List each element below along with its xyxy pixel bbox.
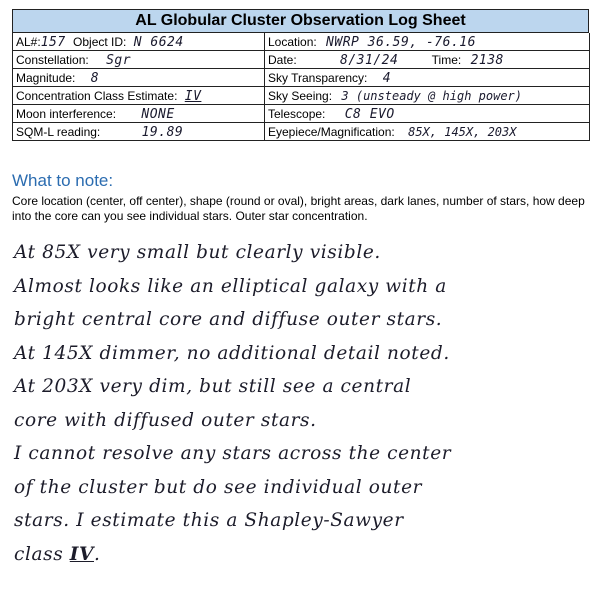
eyepiece-value: 85X, 145X, 203X xyxy=(408,125,517,139)
location-label: Location: xyxy=(268,35,317,49)
transparency-cell xyxy=(265,69,590,87)
sheet-title: AL Globular Cluster Observation Log Sheet xyxy=(12,9,589,33)
date-value: 8/31/24 xyxy=(340,53,399,68)
eyepiece-cell xyxy=(265,123,590,141)
class-prefix: class xyxy=(14,543,64,565)
transparency-label: Sky Transparency: xyxy=(268,71,368,85)
constellation-cell xyxy=(13,51,265,69)
note-line: At 85X very small but clearly visible. xyxy=(14,242,381,263)
al-value: 157 xyxy=(40,35,66,50)
telescope-cell xyxy=(265,105,590,123)
moon-label: Moon interference: xyxy=(16,107,117,121)
fields-grid xyxy=(12,33,589,141)
eyepiece-label: Eyepiece/Magnification: xyxy=(268,125,395,139)
moon-value: NONE xyxy=(141,107,175,122)
al-object-cell xyxy=(13,33,265,51)
concentration-cell xyxy=(13,87,265,105)
magnitude-label: Magnitude: xyxy=(16,71,76,85)
constellation-label: Constellation: xyxy=(16,53,89,67)
location-cell xyxy=(265,33,590,51)
telescope-value: C8 EVO xyxy=(344,107,395,122)
note-line: stars. I estimate this a Shapley-Sawyer xyxy=(14,510,404,531)
time-value: 2138 xyxy=(470,53,504,68)
magnitude-cell xyxy=(13,69,265,87)
handwritten-notes xyxy=(14,236,586,571)
sqm-value: 19.89 xyxy=(141,125,184,140)
date-time-cell xyxy=(265,51,590,69)
note-line: core with diffused outer stars. xyxy=(14,409,317,431)
seeing-cell xyxy=(265,87,590,105)
final-note-line xyxy=(14,538,586,572)
note-line: Almost looks like an elliptical galaxy with a xyxy=(14,275,447,297)
log-sheet xyxy=(12,9,589,141)
al-label: AL#: xyxy=(16,35,41,49)
concentration-label: Concentration Class Estimate: xyxy=(16,89,178,103)
class-suffix: . xyxy=(94,543,101,565)
sqm-cell xyxy=(13,123,265,141)
telescope-label: Telescope: xyxy=(268,107,326,121)
note-line: I cannot resolve any stars across the center xyxy=(14,443,452,464)
seeing-value: 3 (unsteady @ high power) xyxy=(341,89,523,103)
class-value: IV xyxy=(69,543,94,565)
note-line: of the cluster but do see individual outer xyxy=(14,476,423,498)
note-line: At 203X very dim, but still see a central xyxy=(14,376,412,397)
seeing-label: Sky Seeing: xyxy=(268,89,333,103)
what-to-note-heading: What to note: xyxy=(12,171,114,190)
constellation-value: Sgr xyxy=(106,53,132,68)
magnitude-value: 8 xyxy=(90,71,100,86)
time-label: Time: xyxy=(431,53,462,67)
date-label: Date: xyxy=(268,53,297,67)
transparency-value: 4 xyxy=(382,71,392,86)
note-line: bright central core and diffuse outer stars. xyxy=(14,309,443,330)
location-value: NWRP 36.59, -76.16 xyxy=(326,35,476,50)
moon-cell xyxy=(13,105,265,123)
concentration-value: IV xyxy=(184,89,202,104)
note-line: At 145X dimmer, no additional detail noted. xyxy=(14,342,450,364)
what-to-note-text: Core location (center, off center), shape (round or oval), bright areas, dark lanes, number of stars, how deep into the core can you see individual stars. Outer star concentration. xyxy=(12,194,585,223)
object-id-label: Object ID: xyxy=(73,35,127,49)
sqm-label: SQM-L reading: xyxy=(16,125,101,139)
object-id-value: N 6624 xyxy=(133,35,184,50)
